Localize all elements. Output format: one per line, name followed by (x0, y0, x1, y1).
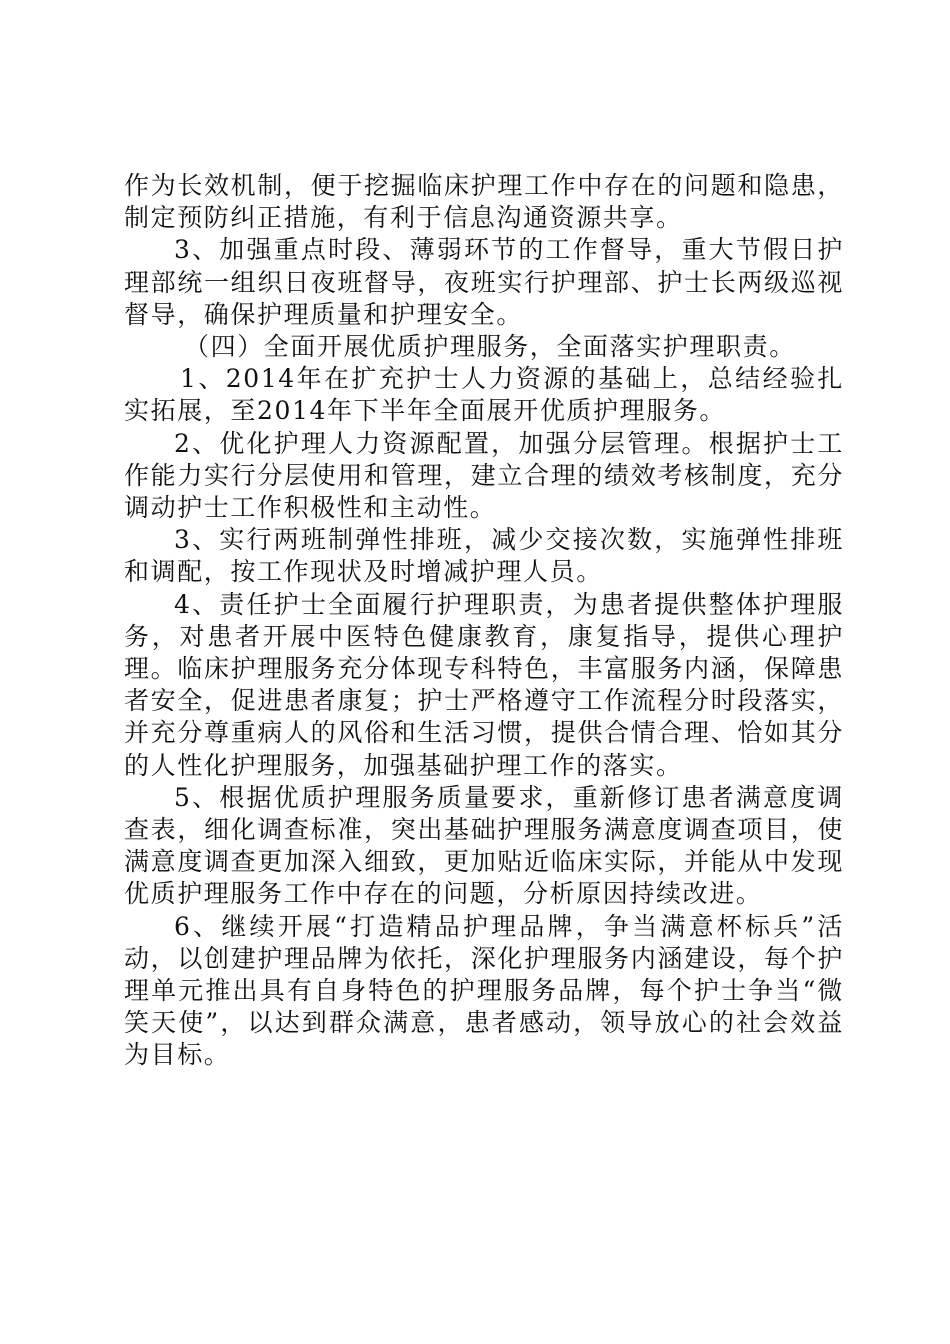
section-heading-four: （四）全面开展优质护理服务，全面落实护理职责。 (184, 332, 796, 362)
paragraph-item-3-supervision: 3、加强重点时段、薄弱环节的工作督导，重大节假日护理部统一组织日夜班督导，夜班实行护理部、护士长两级巡视督导，确保护理质量和护理安全。 (124, 235, 844, 329)
paragraph-continuation: 作为长效机制，便于挖掘临床护理工作中存在的问题和隐患，制定预防纠正措施，有利于信息沟通资源共享。 (124, 171, 844, 233)
paragraph-item-4-responsibility: 4、责任护士全面履行护理职责，为患者提供整体护理服务，对患者开展中医特色健康教育，康复指导，提供心理护理。临床护理服务充分体现专科特色，丰富服务内涵，保障患者安全，促进患者康复；护士严格遵守工作流程分时段落实，并充分尊重病人的风俗和生活习惯，提供合情合理、恰如其分的人性化护理服务，加强基础护理工作的落实。 (124, 589, 844, 780)
paragraph-item-3-shifts: 3、实行两班制弹性排班，减少交接次数，实施弹性排班和调配，按工作现状及时增减护理人员。 (124, 525, 844, 587)
paragraph-item-5-satisfaction: 5、根据优质护理服务质量要求，重新修订患者满意度调查表，细化调查标准，突出基础护理服务满意度调查项目，使满意度调查更加深入细致，更加贴近临床实际，并能从中发现优质护理服务工作中存在的问题，分析原因持续改进。 (124, 782, 844, 909)
document-body (124, 170, 844, 1072)
paragraph-item-1-expansion: 1、2014年在扩充护士人力资源的基础上，总结经验扎实拓展，至2014年下半年全面展开优质护理服务。 (124, 364, 844, 426)
paragraph-item-6-brand: 6、继续开展“打造精品护理品牌，争当满意杯标兵”活动，以创建护理品牌为依托，深化护理服务内涵建设，每个护理单元推出具有自身特色的护理服务品牌，每个护士争当“微笑天使”，以达到群众满意，患者感动，领导放心的社会效益为目标。 (124, 911, 844, 1070)
paragraph-item-2-staffing: 2、优化护理人力资源配置，加强分层管理。根据护士工作能力实行分层使用和管理，建立合理的绩效考核制度，充分调动护士工作积极性和主动性。 (124, 428, 844, 523)
